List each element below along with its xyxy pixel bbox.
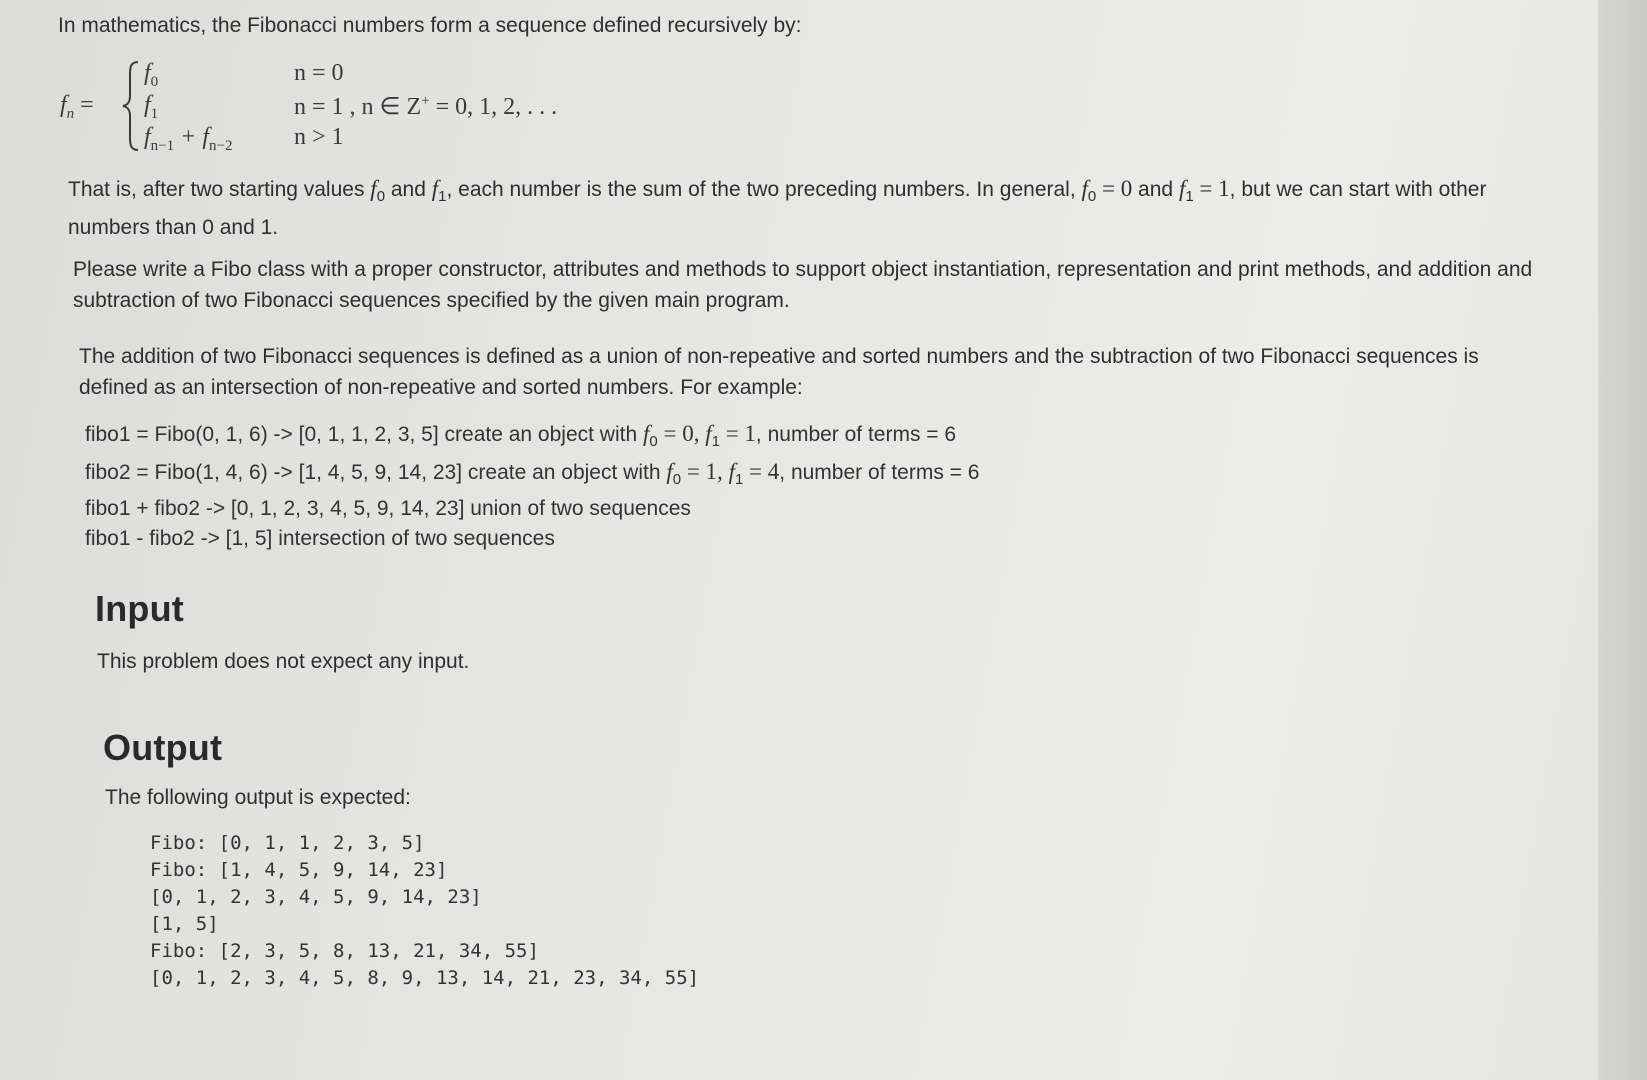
case-2-condition: n > 1 <box>294 124 344 150</box>
input-heading: Input <box>95 588 184 629</box>
paragraph-starting-values: That is, after two starting values $f_0$ and $f_1$, each number is the sum of the two preceding numbers. In general, $f_0 = 0$ and $f_1 = 1$, but we can start with other numbers than 0 and 1. <box>68 176 1487 240</box>
example-line: fibo1 - fibo2 -> [1, 5] intersection of two sequences <box>85 526 555 550</box>
code-line: Fibo: [1, 4, 5, 9, 14, 23] <box>150 859 448 881</box>
code-line: [0, 1, 2, 3, 4, 5, 9, 14, 23] <box>150 886 482 908</box>
paragraph-task: Please write a Fibo class with a proper constructor, attributes and methods to support object instantiation, representation and print methods, and addition and subtraction of two Fibonacci sequences specified by the given main program. <box>73 258 1533 312</box>
expected-output-code <box>150 830 699 992</box>
examples-block <box>85 419 979 553</box>
code-line: Fibo: [2, 3, 5, 8, 13, 21, 34, 55] <box>150 940 539 962</box>
formula-lhs: $f_n$ = <box>60 92 94 122</box>
case-1-expr: $f_1$ <box>144 92 159 122</box>
fibonacci-formula <box>58 56 658 156</box>
case-0-condition: n = 0 <box>294 60 344 86</box>
input-text: This problem does not expect any input. <box>97 650 470 673</box>
output-heading: Output <box>103 727 223 768</box>
left-brace-icon <box>120 60 142 152</box>
code-line: [0, 1, 2, 3, 4, 5, 8, 9, 13, 14, 21, 23, 34, 55] <box>150 967 700 989</box>
case-2-expr: $f_{n-1} + f_{n-2}$ <box>144 124 233 154</box>
code-line: Fibo: [0, 1, 1, 2, 3, 5] <box>150 832 425 854</box>
output-text: The following output is expected: <box>105 786 411 809</box>
example-line: fibo2 = Fibo(1, 4, 6) -> [1, 4, 5, 9, 14, 23] create an object with $f_0 = 1$, $f_1 = 4$, number of terms = 6 <box>85 458 980 488</box>
case-0-expr: $f_0$ <box>144 60 159 90</box>
case-1-condition: n = 1 , n ∈ Z+ = 0, 1, 2, . . . <box>294 93 558 120</box>
example-line: fibo1 + fibo2 -> [0, 1, 2, 3, 4, 5, 9, 14, 23] union of two sequences <box>85 497 691 521</box>
right-edge-panel <box>1598 0 1647 1080</box>
code-line: [1, 5] <box>150 913 219 935</box>
paragraph-definition: The addition of two Fibonacci sequences is defined as a union of non-repeative and sorted numbers and the subtraction of two Fibonacci sequences is defined as an intersection of non-repeative and sorted numbers. For example: <box>79 345 1479 399</box>
intro-text: In mathematics, the Fibonacci numbers form a sequence defined recursively by: <box>58 14 802 37</box>
example-line: fibo1 = Fibo(0, 1, 6) -> [0, 1, 1, 2, 3, 5] create an object with $f_0 = 0$, $f_1 = 1$, number of terms = 6 <box>85 421 957 451</box>
